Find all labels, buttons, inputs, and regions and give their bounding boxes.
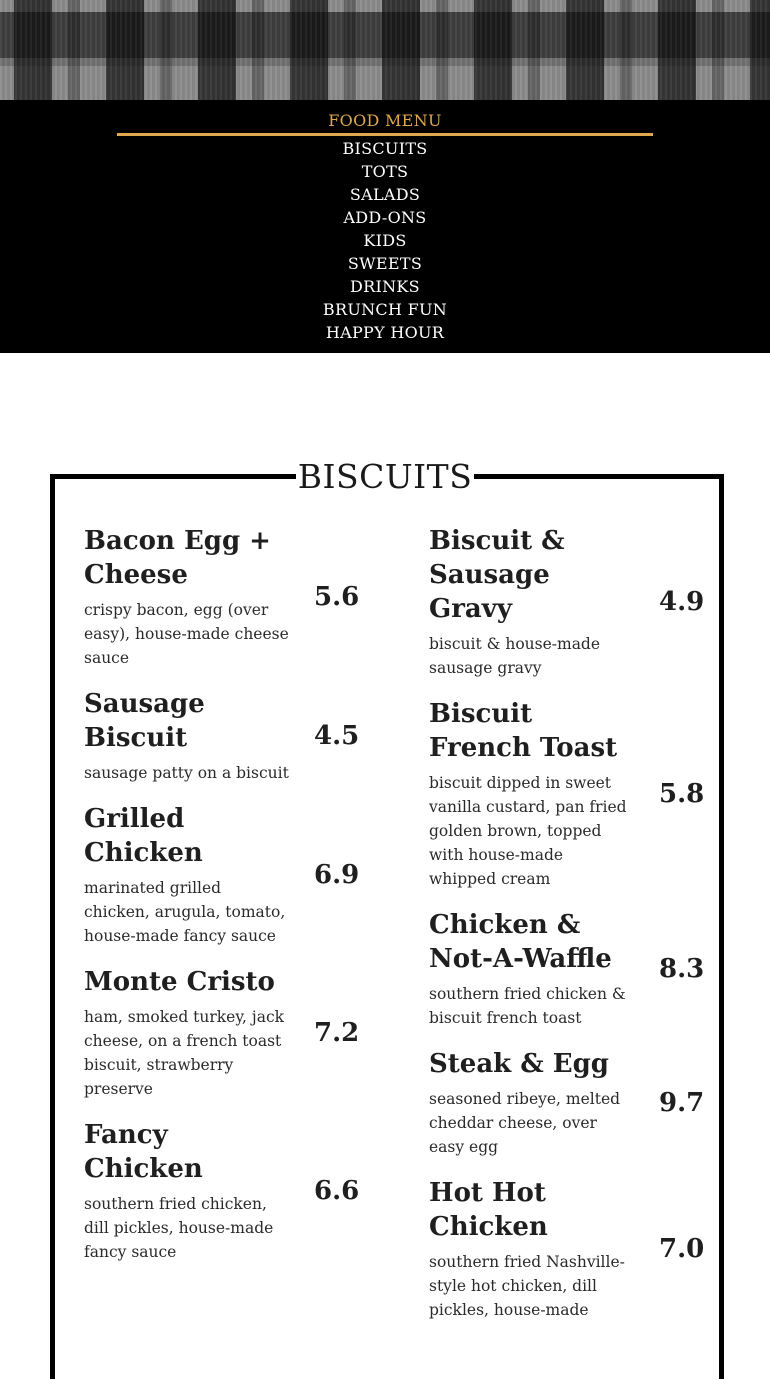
menu-item-price: 8.3 [659, 954, 705, 984]
menu-item [429, 1176, 709, 1322]
menu-item-name: Hot Hot Chicken [429, 1178, 548, 1242]
menu-item [84, 802, 364, 948]
menu-item-price: 4.5 [314, 721, 360, 751]
menu-item-price: 7.2 [314, 1018, 360, 1048]
menu-item-price: 9.7 [659, 1088, 705, 1118]
plaid-header-banner [0, 0, 770, 100]
menu-item-description: biscuit & house-made sausage gravy [429, 635, 601, 677]
menu-item-description: southern fried Nashville-style hot chicken, dill pickles, house-made [429, 1253, 625, 1319]
menu-item [84, 1118, 364, 1264]
menu-item [429, 524, 709, 680]
nav-item-drinks[interactable]: DRINKS [350, 277, 420, 296]
menu-item-description: marinated grilled chicken, arugula, tomato, house-made fancy sauce [84, 879, 286, 945]
nav-item-salads[interactable]: SALADS [349, 185, 421, 204]
menu-column-left [84, 524, 364, 1281]
menu-item [84, 965, 364, 1101]
menu-item-name: Chicken & Not-A-Waffle [429, 910, 612, 974]
menu-item [429, 1047, 709, 1159]
menu-item-name: Bacon Egg + Cheese [84, 526, 271, 590]
menu-item-description: biscuit dipped in sweet vanilla custard, pan fried golden brown, topped with house-made whipped cream [429, 774, 627, 888]
nav-divider [117, 133, 653, 136]
menu-item-description: sausage patty on a biscuit [84, 764, 289, 782]
menu-item-description: southern fried chicken & biscuit french toast [429, 985, 626, 1027]
section-title: BISCUITS [296, 455, 474, 499]
menu-item-price: 6.9 [314, 860, 360, 890]
menu-item [84, 687, 364, 785]
menu-item-name: Biscuit & Sausage Gravy [429, 526, 565, 624]
menu-item-description: southern fried chicken, dill pickles, house-made fancy sauce [84, 1195, 274, 1261]
menu-item-name: Grilled Chicken [84, 804, 203, 868]
nav-title: FOOD MENU [328, 111, 442, 130]
nav-item-brunch-fun[interactable]: BRUNCH FUN [322, 300, 448, 319]
nav-list [0, 137, 770, 344]
menu-item-price: 4.9 [659, 587, 705, 617]
nav-item-happy-hour[interactable]: HAPPY HOUR [325, 323, 445, 342]
nav-item-add-ons[interactable]: ADD-ONS [343, 208, 427, 227]
nav-item-sweets[interactable]: SWEETS [347, 254, 423, 273]
menu-item-price: 7.0 [659, 1234, 705, 1264]
menu-item-name: Monte Cristo [84, 967, 275, 997]
nav-item-kids[interactable]: KIDS [363, 231, 407, 250]
menu-item-name: Biscuit French Toast [429, 699, 618, 763]
menu-item-price: 5.6 [314, 582, 360, 612]
food-menu-nav [0, 100, 770, 353]
menu-item-description: crispy bacon, egg (over easy), house-made cheese sauce [84, 601, 289, 667]
nav-item-tots[interactable]: TOTS [361, 162, 409, 181]
menu-item-name: Fancy Chicken [84, 1120, 203, 1184]
menu-item-description: seasoned ribeye, melted cheddar cheese, over easy egg [429, 1090, 621, 1156]
menu-item [429, 908, 709, 1030]
menu-item-name: Sausage Biscuit [84, 689, 205, 753]
menu-item [429, 697, 709, 891]
menu-item-price: 5.8 [659, 779, 705, 809]
menu-item-name: Steak & Egg [429, 1049, 609, 1079]
menu-column-right [429, 524, 709, 1339]
nav-item-biscuits[interactable]: BISCUITS [342, 139, 428, 158]
menu-item-description: ham, smoked turkey, jack cheese, on a french toast biscuit, strawberry preserve [84, 1008, 285, 1098]
menu-item [84, 524, 364, 670]
menu-item-price: 6.6 [314, 1176, 360, 1206]
